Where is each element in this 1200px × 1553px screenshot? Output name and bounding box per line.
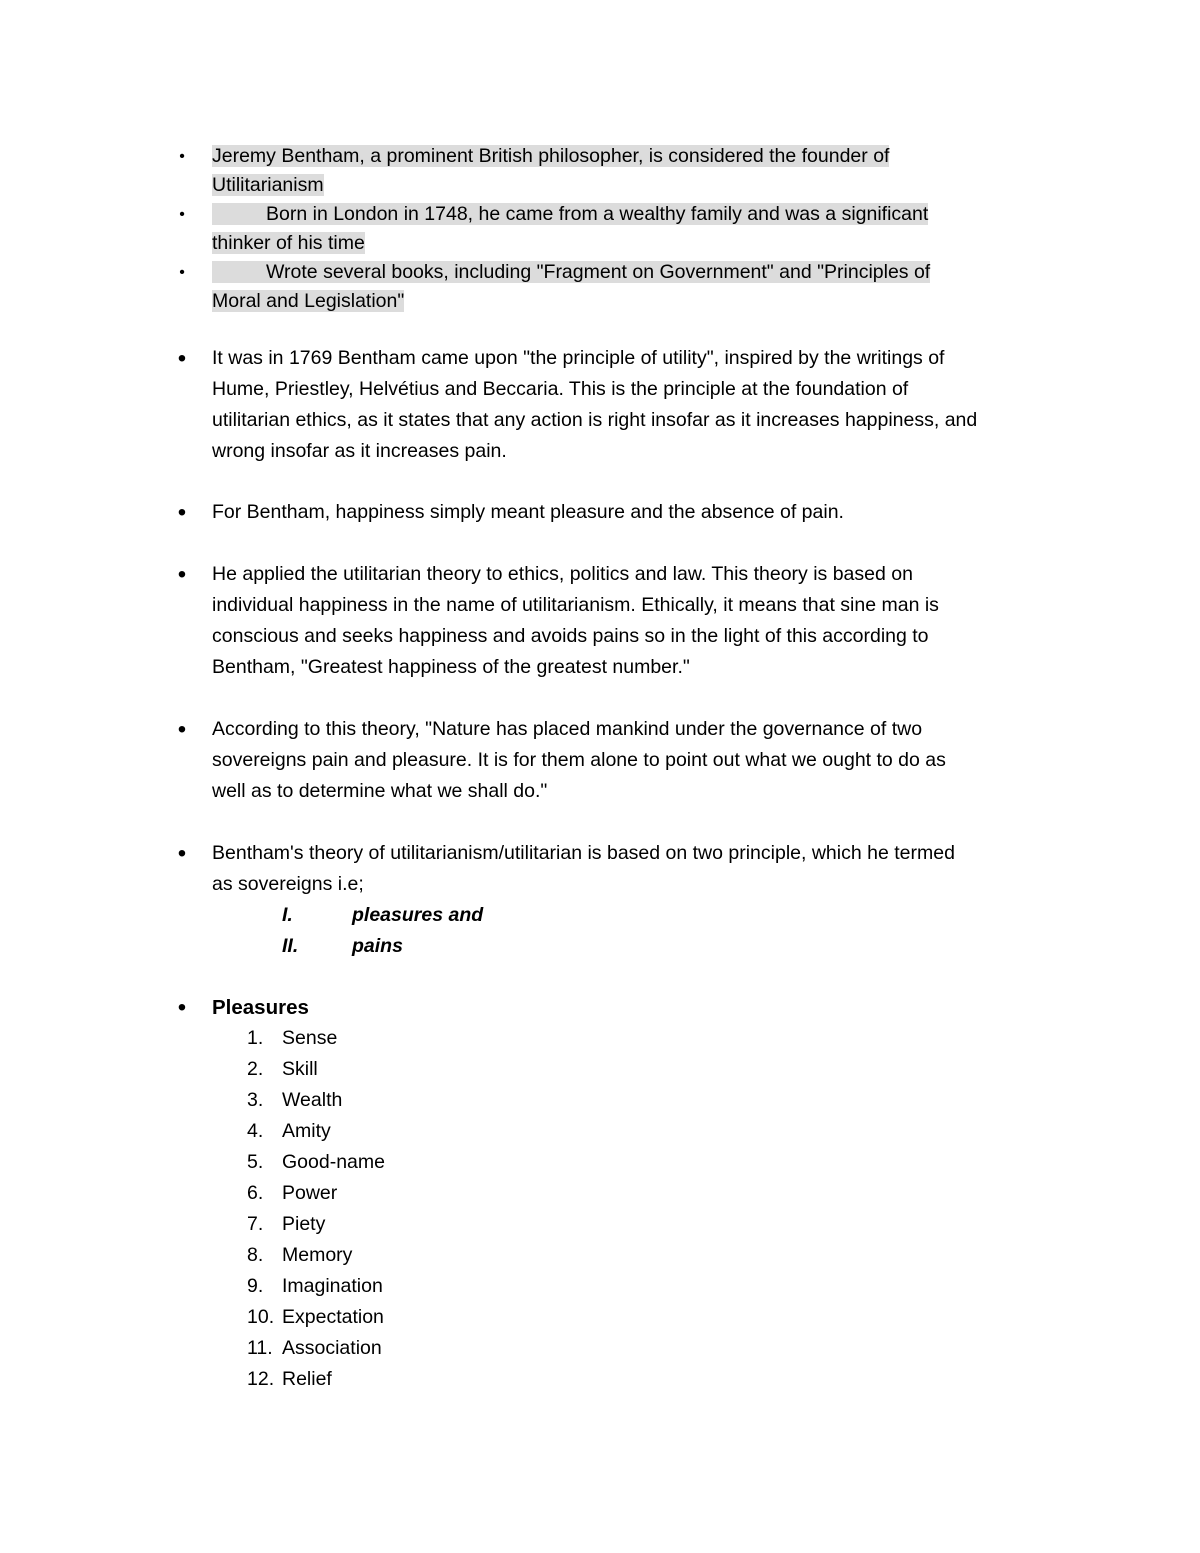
list-text: Power xyxy=(282,1182,338,1204)
line: as sovereigns i.e; xyxy=(212,873,364,895)
line: wrong insofar as it increases pain. xyxy=(212,440,507,462)
paragraph-bullet xyxy=(175,497,1075,528)
line: Utilitarianism xyxy=(212,174,324,196)
list-text: Skill xyxy=(282,1058,318,1080)
line: Wrote several books, including "Fragment on Government" and "Principles of xyxy=(266,261,931,283)
list-text: Piety xyxy=(282,1213,326,1235)
list-item xyxy=(175,838,1075,900)
line: sovereigns pain and pleasure. It is for them alone to point out what we ought to do as xyxy=(212,749,946,771)
list-item xyxy=(175,497,1075,528)
list-item xyxy=(175,142,1075,200)
list-number: I. xyxy=(282,904,293,926)
bullet-icon: • xyxy=(177,994,187,1021)
list-number: II. xyxy=(282,935,299,957)
line: thinker of his time xyxy=(212,232,365,254)
list-item xyxy=(175,200,1075,258)
bullet-icon: • xyxy=(179,264,185,281)
line: According to this theory, "Nature has placed mankind under the governance of two xyxy=(212,718,923,740)
line: Born in London in 1748, he came from a wealthy family and was a significant xyxy=(266,203,929,225)
line: Bentham's theory of utilitarianism/utilitarian is based on two principle, which he termed xyxy=(212,842,955,864)
list-text: Expectation xyxy=(282,1306,384,1328)
list-text: Imagination xyxy=(282,1275,383,1297)
list-number: 3. xyxy=(247,1089,264,1111)
paragraph-bullet xyxy=(175,714,1075,807)
line: Jeremy Bentham, a prominent British philosopher, is considered the founder of xyxy=(212,145,890,167)
list-item xyxy=(175,992,1075,1023)
line: Moral and Legislation" xyxy=(212,290,405,312)
list-text: Association xyxy=(282,1337,382,1359)
pleasures-section xyxy=(175,992,1075,1023)
list-text: Relief xyxy=(282,1368,332,1390)
list-number: 9. xyxy=(247,1275,264,1297)
list-text: Memory xyxy=(282,1244,353,1266)
paragraph-bullet xyxy=(175,559,1075,683)
line: It was in 1769 Bentham came upon "the principle of utility", inspired by the writings of xyxy=(212,347,945,369)
bullet-icon: • xyxy=(177,716,187,743)
section-heading: Pleasures xyxy=(212,996,309,1019)
bullet-icon: • xyxy=(177,345,187,372)
list-text: Amity xyxy=(282,1120,331,1142)
bullet-icon: • xyxy=(177,499,187,526)
list-item xyxy=(175,559,1075,683)
list-text: Good-name xyxy=(282,1151,385,1173)
paragraph-bullet xyxy=(175,343,1075,467)
list-number: 10. xyxy=(247,1306,275,1328)
list-text: Sense xyxy=(282,1027,338,1049)
line: For Bentham, happiness simply meant pleasure and the absence of pain. xyxy=(212,501,844,523)
list-number: 7. xyxy=(247,1213,264,1235)
list-number: 4. xyxy=(247,1120,264,1142)
list-item xyxy=(175,258,1075,316)
line: utilitarian ethics, as it states that any action is right insofar as it increases happiness, and xyxy=(212,409,978,431)
list-text: pleasures and xyxy=(352,904,484,926)
line: He applied the utilitarian theory to ethics, politics and law. This theory is based on xyxy=(212,563,913,585)
list-text: Wealth xyxy=(282,1089,343,1111)
line: well as to determine what we shall do." xyxy=(212,780,548,802)
list-item xyxy=(175,343,1075,467)
list-item xyxy=(175,714,1075,807)
list-number: 8. xyxy=(247,1244,264,1266)
line: conscious and seeks happiness and avoids pains so in the light of this according to xyxy=(212,625,929,647)
list-number: 6. xyxy=(247,1182,264,1204)
list-number: 2. xyxy=(247,1058,264,1080)
list-number: 12. xyxy=(247,1368,275,1390)
line: Bentham, "Greatest happiness of the greatest number." xyxy=(212,656,690,678)
line: Hume, Priestley, Helvétius and Beccaria. This is the principle at the foundation of xyxy=(212,378,909,400)
bullet-icon: • xyxy=(177,561,187,588)
list-number: 5. xyxy=(247,1151,264,1173)
bullet-icon: • xyxy=(179,148,185,165)
list-number: 1. xyxy=(247,1027,264,1049)
bullet-icon: • xyxy=(179,206,185,223)
paragraph-bullet xyxy=(175,838,1075,900)
line: individual happiness in the name of utilitarianism. Ethically, it means that sine man is xyxy=(212,594,939,616)
list-number: 11. xyxy=(247,1337,273,1359)
list-text: pains xyxy=(352,935,403,957)
highlighted-bullet-list xyxy=(175,142,1075,316)
bullet-icon: • xyxy=(177,840,187,867)
